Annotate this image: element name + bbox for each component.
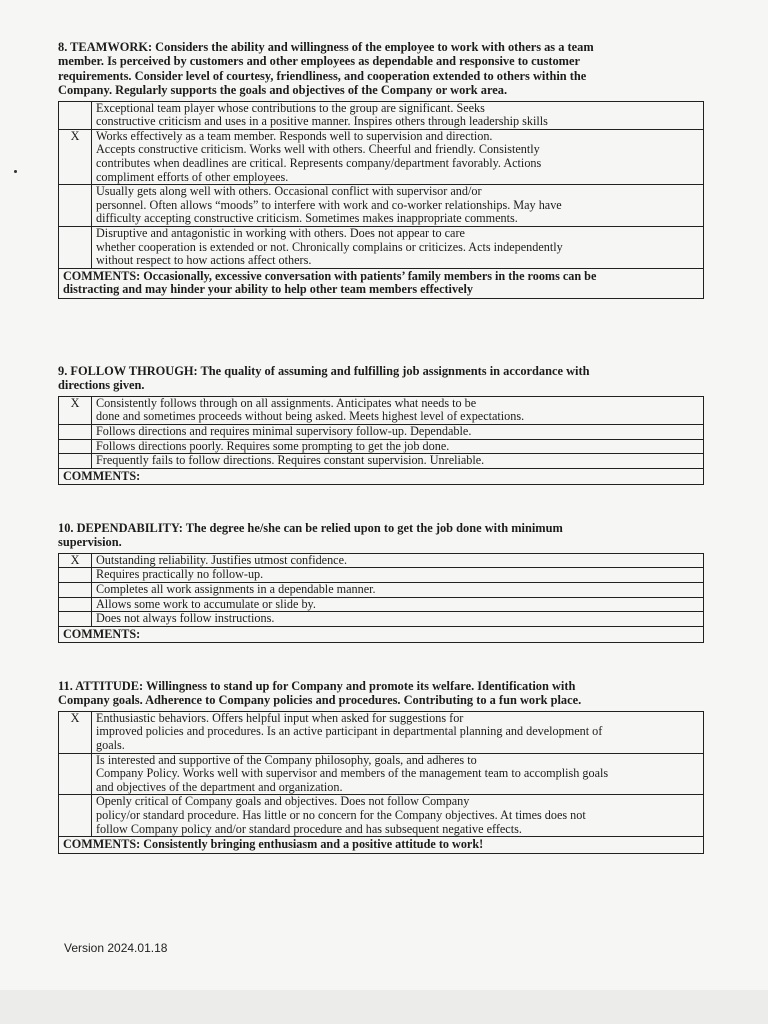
- rating-row: [59, 753, 704, 795]
- rating-description: [92, 711, 704, 753]
- rating-mark: [59, 101, 92, 129]
- comments-line: COMMENTS: Occasionally, excessive conversation with patients’ family members in the rooms can be: [63, 268, 597, 283]
- rating-row: [59, 439, 704, 454]
- description-line: Frequently fails to follow directions. Requires constant supervision. Unreliable.: [96, 453, 485, 468]
- description-line: improved policies and procedures. Is an active participant in departmental planning and development of: [96, 724, 603, 739]
- comments-line: COMMENTS:: [63, 626, 141, 641]
- heading-line: member. Is perceived by customers and other employees as dependable and responsive to customer: [58, 54, 580, 69]
- rating-row: [59, 129, 704, 184]
- rating-mark: X: [59, 553, 92, 568]
- rating-row: [59, 425, 704, 440]
- rating-description: [92, 185, 704, 227]
- rating-row: [59, 553, 704, 568]
- section-dependability: [58, 521, 704, 643]
- section-heading: [58, 679, 704, 708]
- heading-line: supervision.: [58, 535, 122, 550]
- section-heading: [58, 40, 704, 98]
- heading-line: 9. FOLLOW THROUGH: The quality of assuming and fulfilling job assignments in accordance with: [58, 364, 590, 378]
- description-line: whether cooperation is extended or not. Chronically complains or criticizes. Acts independently: [96, 239, 563, 254]
- rating-description: [92, 583, 704, 598]
- rating-mark: [59, 583, 92, 598]
- rating-mark: [59, 454, 92, 469]
- rating-description: [92, 226, 704, 268]
- rating-description: [92, 129, 704, 184]
- description-line: Exceptional team player whose contributions to the group are significant. Seeks: [96, 100, 485, 115]
- comments-row: [59, 468, 704, 485]
- rating-row: [59, 396, 704, 424]
- rating-description: [92, 454, 704, 469]
- description-line: constructive criticism and uses in a positive manner. Inspires others through leadership skills: [96, 114, 548, 129]
- rating-mark: [59, 795, 92, 837]
- section-follow-through: [58, 364, 704, 485]
- rating-mark: [59, 425, 92, 440]
- description-line: goals.: [96, 738, 125, 752]
- description-line: done and sometimes proceeds without being asked. Meets highest level of expectations.: [96, 409, 525, 424]
- rating-row: [59, 568, 704, 583]
- scan-speck: [14, 170, 17, 173]
- rating-description: [92, 396, 704, 424]
- comments-cell: [59, 626, 704, 643]
- comments-line: COMMENTS: Consistently bringing enthusiasm and a positive attitude to work!: [63, 837, 484, 852]
- description-line: Follows directions and requires minimal supervisory follow-up. Dependable.: [96, 424, 472, 438]
- description-line: Does not always follow instructions.: [96, 611, 275, 626]
- description-line: Follows directions poorly. Requires some prompting to get the job done.: [96, 438, 450, 453]
- comments-cell: [59, 268, 704, 298]
- comments-line: distracting and may hinder your ability to help other team members effectively: [63, 282, 473, 297]
- rating-table: [58, 101, 704, 299]
- description-line: personnel. Often allows “moods” to interfere with work and co-worker relationships. May have: [96, 197, 562, 212]
- comments-row: [59, 626, 704, 643]
- rating-description: [92, 612, 704, 627]
- description-line: contributes when deadlines are critical. Represents company/department favorably. Actions: [96, 156, 542, 170]
- description-line: difficulty accepting constructive criticism. Sometimes makes inappropriate comments.: [96, 211, 518, 226]
- rating-row: [59, 454, 704, 469]
- comments-cell: [59, 837, 704, 854]
- heading-line: requirements. Consider level of courtesy, friendliness, and cooperation extended to others within the: [58, 68, 587, 83]
- description-line: compliment efforts of other employees.: [96, 169, 289, 184]
- rating-row: [59, 583, 704, 598]
- comments-row: [59, 837, 704, 854]
- comments-cell: [59, 468, 704, 485]
- heading-line: 11. ATTITUDE: Willingness to stand up for Company and promote its welfare. Identification with: [58, 679, 576, 693]
- description-line: Outstanding reliability. Justifies utmost confidence.: [96, 552, 348, 567]
- heading-line: 8. TEAMWORK: Considers the ability and willingness of the employee to work with others as a team: [58, 40, 594, 54]
- rating-row: [59, 185, 704, 227]
- description-line: follow Company policy and/or standard procedure and has subsequent negative effects.: [96, 821, 522, 836]
- rating-mark: [59, 597, 92, 612]
- rating-mark: [59, 568, 92, 583]
- rating-mark: X: [59, 396, 92, 424]
- rating-description: [92, 439, 704, 454]
- version-footer: Version 2024.01.18: [64, 941, 168, 955]
- rating-mark: X: [59, 129, 92, 184]
- rating-description: [92, 425, 704, 440]
- rating-row: [59, 711, 704, 753]
- section-heading: [58, 521, 704, 550]
- rating-row: [59, 101, 704, 129]
- description-line: and objectives of the department and organization.: [96, 779, 343, 794]
- heading-line: Company. Regularly supports the goals and objectives of the Company or work area.: [58, 83, 508, 98]
- comments-row: [59, 268, 704, 298]
- rating-mark: [59, 185, 92, 227]
- rating-description: [92, 568, 704, 583]
- description-line: Completes all work assignments in a dependable manner.: [96, 582, 376, 596]
- rating-description: [92, 101, 704, 129]
- rating-mark: [59, 753, 92, 795]
- description-line: Openly critical of Company goals and objectives. Does not follow Company: [96, 794, 470, 809]
- description-line: Disruptive and antagonistic in working with others. Does not appear to care: [96, 225, 465, 240]
- description-line: Works effectively as a team member. Responds well to supervision and direction.: [96, 128, 493, 143]
- section-heading: [58, 364, 704, 393]
- description-line: policy/or standard procedure. Has little or no concern for the Company objectives. At times does not: [96, 807, 586, 822]
- rating-mark: [59, 226, 92, 268]
- rating-description: [92, 795, 704, 837]
- section-teamwork: [58, 40, 704, 299]
- section-attitude: [58, 679, 704, 854]
- rating-mark: X: [59, 711, 92, 753]
- description-line: without respect to how actions affect others.: [96, 253, 312, 268]
- rating-table: [58, 553, 704, 644]
- description-line: Is interested and supportive of the Company philosophy, goals, and adheres to: [96, 752, 477, 767]
- rating-row: [59, 597, 704, 612]
- rating-table: [58, 711, 704, 854]
- comments-line: COMMENTS:: [63, 468, 141, 483]
- heading-line: directions given.: [58, 378, 145, 393]
- description-line: Consistently follows through on all assignments. Anticipates what needs to be: [96, 395, 477, 410]
- heading-line: Company goals. Adherence to Company policies and procedures. Contributing to a fun work place.: [58, 693, 582, 708]
- rating-mark: [59, 439, 92, 454]
- description-line: Usually gets along well with others. Occasional conflict with supervisor and/or: [96, 184, 482, 199]
- rating-description: [92, 597, 704, 612]
- rating-table: [58, 396, 704, 486]
- rating-description: [92, 753, 704, 795]
- heading-line: 10. DEPENDABILITY: The degree he/she can be relied upon to get the job done with minimum: [58, 521, 563, 535]
- rating-row: [59, 612, 704, 627]
- rating-description: [92, 553, 704, 568]
- rating-row: [59, 226, 704, 268]
- description-line: Accepts constructive criticism. Works well with others. Cheerful and friendly. Consistently: [96, 142, 540, 157]
- rating-row: [59, 795, 704, 837]
- description-line: Company Policy. Works well with supervisor and members of the management team to accomplish goals: [96, 766, 609, 781]
- description-line: Enthusiastic behaviors. Offers helpful input when asked for suggestions for: [96, 710, 464, 725]
- description-line: Allows some work to accumulate or slide by.: [96, 596, 316, 611]
- description-line: Requires practically no follow-up.: [96, 567, 264, 582]
- rating-mark: [59, 612, 92, 627]
